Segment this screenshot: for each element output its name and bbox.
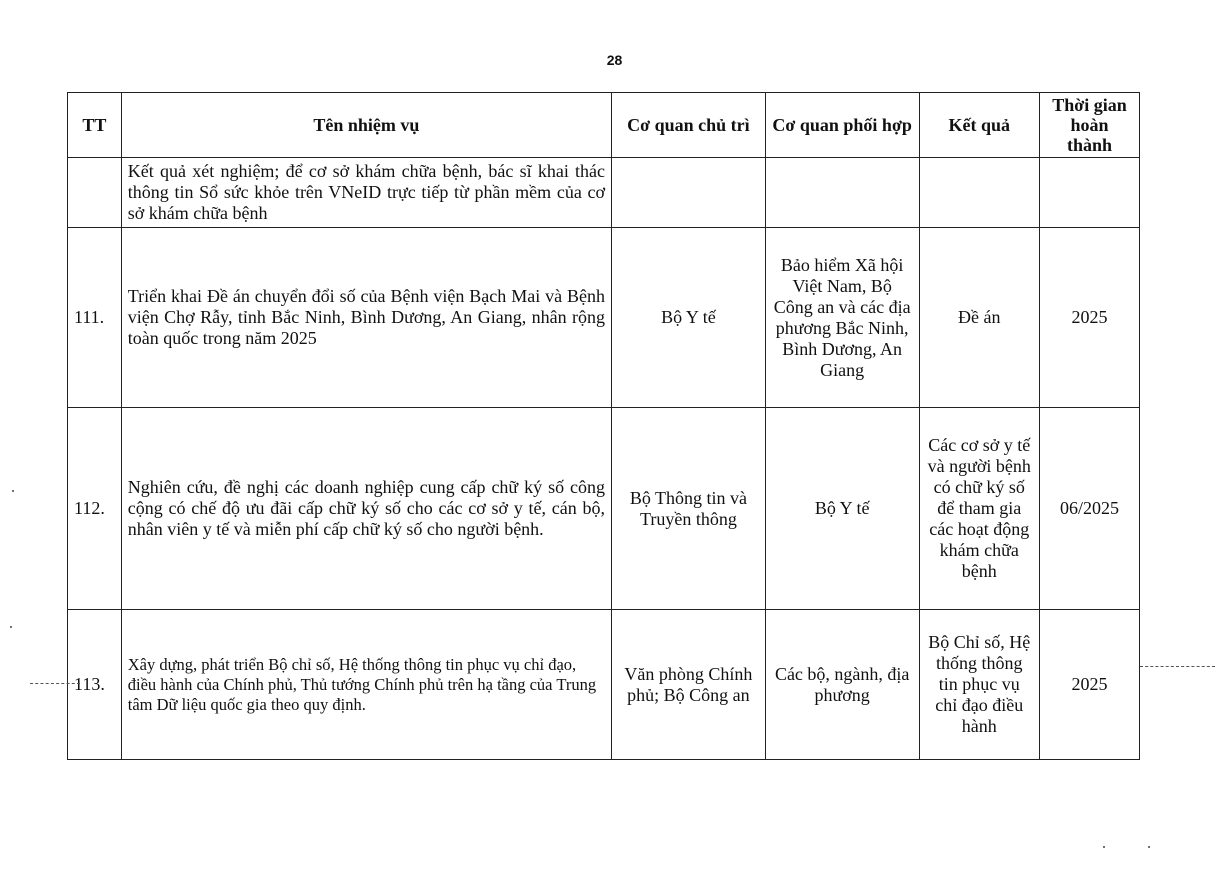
row-result xyxy=(919,158,1039,228)
row-task-name: Xây dựng, phát triển Bộ chỉ số, Hệ thống thông tin phục vụ chỉ đạo, điều hành của Chính phủ, Thủ tướng Chính phủ trên hạ tầng của Trung tâm Dữ liệu quốc gia theo quy định. xyxy=(121,610,611,760)
scan-artifact-dot xyxy=(1103,846,1105,848)
row-coordinating-agency: Bộ Y tế xyxy=(765,408,919,610)
table-row xyxy=(68,408,1140,610)
scan-artifact-line-right xyxy=(1140,666,1215,667)
row-task-name: Triển khai Đề án chuyển đổi số của Bệnh viện Bạch Mai và Bệnh viện Chợ Rẫy, tỉnh Bắc Ninh, Bình Dương, An Giang, nhân rộng toàn quốc trong năm 2025 xyxy=(121,228,611,408)
row-tt xyxy=(68,158,122,228)
row-host-agency: Bộ Thông tin và Truyền thông xyxy=(612,408,766,610)
row-host-agency: Văn phòng Chính phủ; Bộ Công an xyxy=(612,610,766,760)
row-tt: 111. xyxy=(68,228,122,408)
scan-artifact-dot xyxy=(12,490,14,492)
header-coordinating-agency: Cơ quan phối hợp xyxy=(765,93,919,158)
header-tt: TT xyxy=(68,93,122,158)
scan-artifact-dot xyxy=(1148,846,1150,848)
row-task-name: Kết quả xét nghiệm; để cơ sở khám chữa bệnh, bác sĩ khai thác thông tin Sổ sức khỏe trên VNeID trực tiếp từ phần mềm của cơ sở khám chữa bệnh xyxy=(121,158,611,228)
header-deadline: Thời gian hoàn thành xyxy=(1039,93,1139,158)
row-result: Các cơ sở y tế và người bệnh có chữ ký số để tham gia các hoạt động khám chữa bệnh xyxy=(919,408,1039,610)
table-row xyxy=(68,610,1140,760)
row-coordinating-agency xyxy=(765,158,919,228)
header-result: Kết quả xyxy=(919,93,1039,158)
table-row xyxy=(68,228,1140,408)
scan-artifact-line-left xyxy=(30,683,80,684)
row-host-agency xyxy=(612,158,766,228)
row-deadline: 2025 xyxy=(1039,228,1139,408)
row-result: Đề án xyxy=(919,228,1039,408)
table-row xyxy=(68,158,1140,228)
row-deadline: 2025 xyxy=(1039,610,1139,760)
header-host-agency: Cơ quan chủ trì xyxy=(612,93,766,158)
row-task-name: Nghiên cứu, đề nghị các doanh nghiệp cung cấp chữ ký số công cộng có chế độ ưu đãi cấp chữ ký số cho các cơ sở y tế, cán bộ, nhân viên y tế và miễn phí cấp chữ ký số cho người bệnh. xyxy=(121,408,611,610)
row-result: Bộ Chỉ số, Hệ thống thông tin phục vụ chỉ đạo điều hành xyxy=(919,610,1039,760)
page-number: 28 xyxy=(606,52,623,68)
header-task-name: Tên nhiệm vụ xyxy=(121,93,611,158)
row-tt: 112. xyxy=(68,408,122,610)
row-coordinating-agency: Các bộ, ngành, địa phương xyxy=(765,610,919,760)
table-header-row xyxy=(68,93,1140,158)
row-coordinating-agency: Bảo hiểm Xã hội Việt Nam, Bộ Công an và các địa phương Bắc Ninh, Bình Dương, An Giang xyxy=(765,228,919,408)
row-tt: 113. xyxy=(68,610,122,760)
row-deadline xyxy=(1039,158,1139,228)
scan-artifact-dot xyxy=(10,626,12,628)
row-host-agency: Bộ Y tế xyxy=(612,228,766,408)
task-table xyxy=(67,92,1140,760)
row-deadline: 06/2025 xyxy=(1039,408,1139,610)
